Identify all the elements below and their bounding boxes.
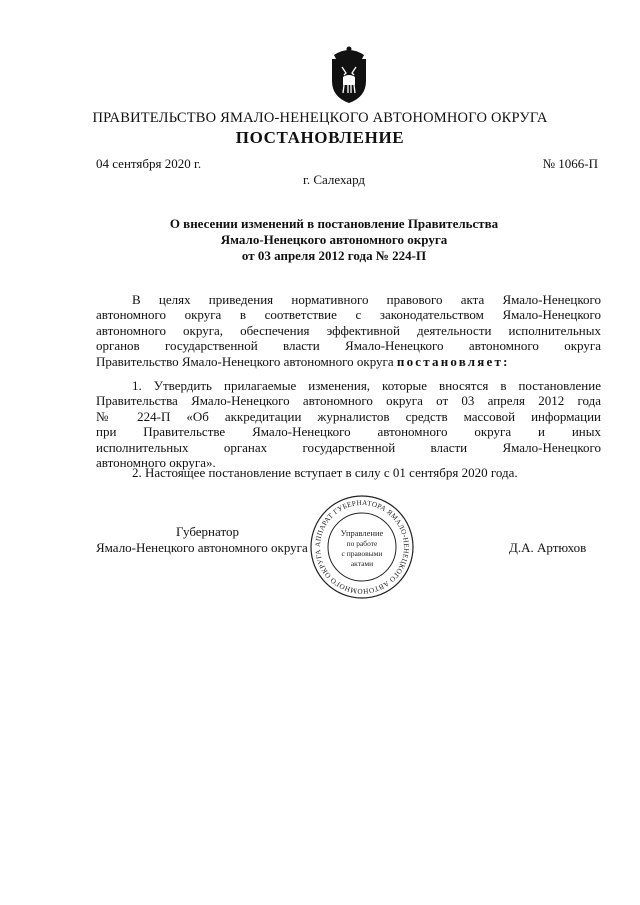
signatory-organization: Ямало-Ненецкого автономного округа [96, 540, 308, 555]
document-type: ПОСТАНОВЛЕНИЕ [235, 128, 405, 147]
paragraph-line: при Правительстве Ямало-Ненецкого автономного округа и иных [96, 424, 601, 440]
decree-word: постановляет: [396, 353, 510, 369]
item-1-paragraph [96, 378, 601, 470]
official-stamp [309, 494, 415, 600]
title-line: от 03 апреля 2012 года № 224-П [241, 248, 427, 263]
paragraph-line: 1. Утвердить прилагаемые изменения, которые вносятся в постановление [132, 378, 601, 393]
document-city: г. Салехард [302, 172, 366, 187]
stamp-center-line: по работе [346, 539, 378, 548]
title-line: О внесении изменений в постановление Правительства [169, 216, 499, 231]
preamble-last-line: Правительство Ямало-Ненецкого автономного округа [96, 353, 394, 369]
item-2-paragraph [96, 465, 601, 480]
stamp-center-line: актами [350, 559, 374, 568]
paragraph-line: № 224-П «Об аккредитации журналистов средств массовой информации [96, 408, 601, 424]
preamble-paragraph [96, 292, 601, 369]
stamp-center-line: с правовыми [341, 549, 383, 558]
paragraph-line: 2. Настоящее постановление вступает в силу с 01 сентября 2020 года. [132, 465, 518, 480]
paragraph-line [96, 354, 601, 369]
organization-name: ПРАВИТЕЛЬСТВО ЯМАЛО-НЕНЕЦКОГО АВТОНОМНОГО ОКРУГА [92, 110, 548, 126]
paragraph-line: органов государственной власти Ямало-Ненецкого автономного округа [96, 338, 601, 354]
document-title [0, 216, 640, 264]
paragraph-line: автономного округа, обеспечения эффективной деятельности исполнительных [96, 322, 601, 338]
stamp-center-line: Управление [340, 528, 384, 538]
stamp-ring-text: АППАРАТ ГУБЕРНАТОРА ЯМАЛО-НЕНЕЦКОГО АВТОНОМНОГО ОКРУГА [313, 498, 411, 596]
paragraph-line: Правительства Ямало-Ненецкого автономного округа от 03 апреля 2012 года [96, 393, 601, 409]
paragraph-line: исполнительных органах государственной власти Ямало-Ненецкого [96, 439, 601, 455]
document-date: 04 сентября 2020 г. [96, 156, 202, 171]
paragraph-line: автономного округа». [96, 455, 216, 471]
paragraph-line: В целях приведения нормативного правового акта Ямало-Ненецкого [132, 292, 601, 307]
title-line: Ямало-Ненецкого автономного округа [220, 232, 448, 247]
paragraph-line: автономного округа в соответствие с законодательством Ямало-Ненецкого [96, 307, 601, 323]
coat-of-arms-icon [326, 45, 372, 107]
signatory-position: Губернатор [176, 524, 239, 539]
signatory-name: Д.А. Артюхов [509, 540, 587, 555]
document-number: № 1066-П [542, 156, 598, 171]
